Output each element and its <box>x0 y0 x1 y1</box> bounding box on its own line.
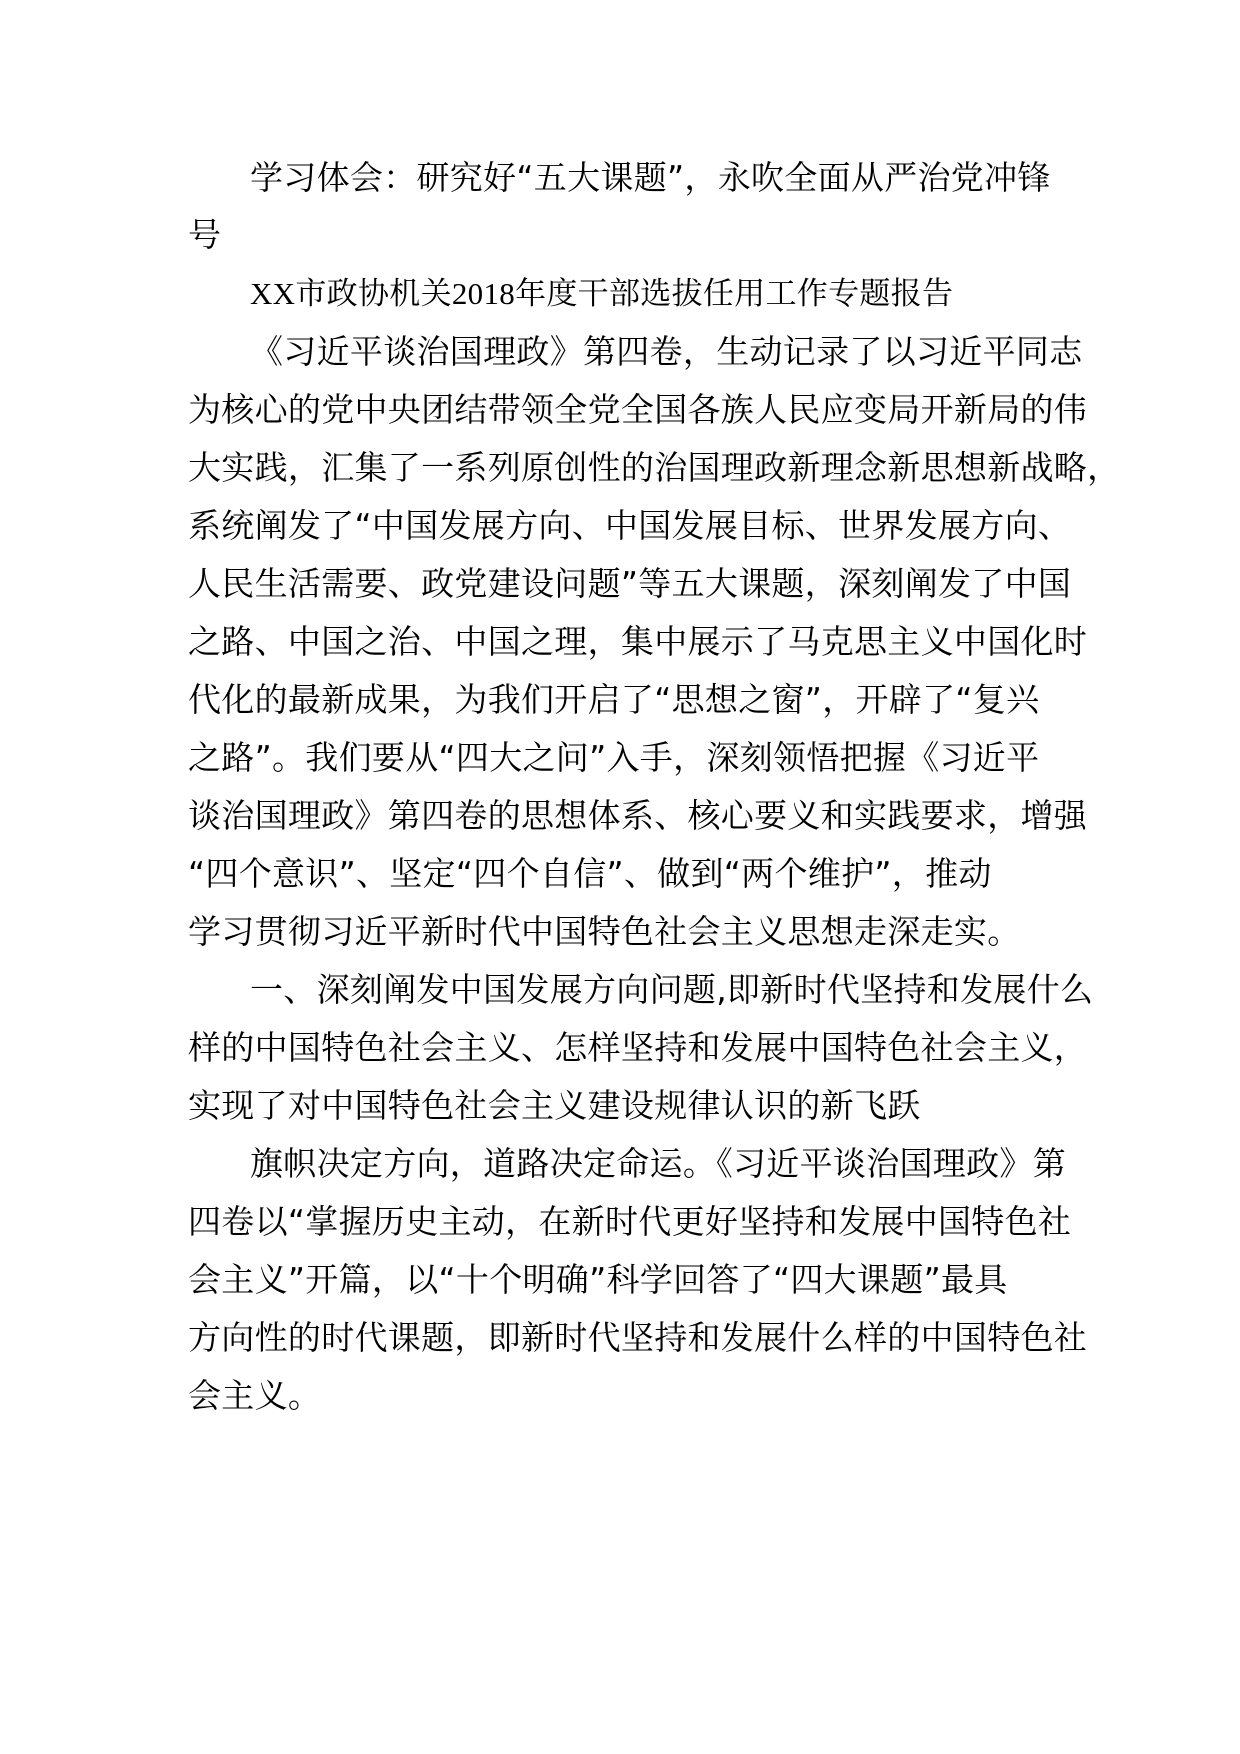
paragraph-2-line: 四卷以“掌握历史主动，在新时代更好坚持和发展中国特色社 <box>188 1202 1072 1241</box>
paragraph-2-line: 会主义”开篇，以“十个明确”科学回答了“四大课题”最具 <box>188 1260 1008 1299</box>
document-page <box>188 0 1121 1754</box>
paragraph-1-line: 谈治国理政》第四卷的思想体系、核心要义和实践要求，增强 <box>188 796 1088 835</box>
paragraph-1-line: 系统阐发了“中国发展方向、中国发展目标、世界发展方向、 <box>188 506 1072 545</box>
paragraph-1-line: 大实践，汇集了一系列原创性的治国理政新理念新思想新战略， <box>188 448 1121 487</box>
paragraph-1-line: 之路、中国之治、中国之理，集中展示了马克思主义中国化时 <box>188 622 1088 661</box>
subtitle: XX市政协机关2018年度干部选拔任用工作专题报告 <box>250 276 954 311</box>
section-heading-line: 一、深刻阐发中国发展方向问题,即新时代坚持和发展什么 <box>250 970 1094 1009</box>
paragraph-2-line: 会主义。 <box>188 1376 322 1415</box>
paragraph-1-line: 为核心的党中央团结带领全党全国各族人民应变局开新局的伟 <box>188 390 1088 429</box>
paragraph-1-line: 代化的最新成果，为我们开启了“思想之窗”，开辟了“复兴 <box>188 680 1040 719</box>
paragraph-2-line: 方向性的时代课题，即新时代坚持和发展什么样的中国特色社 <box>188 1318 1088 1357</box>
section-heading-line: 实现了对中国特色社会主义建设规律认识的新飞跃 <box>188 1086 921 1125</box>
title-line-2: 号 <box>188 215 222 254</box>
paragraph-1-line: 学习贯彻习近平新时代中国特色社会主义思想走深走实。 <box>188 912 1021 951</box>
paragraph-1-line: 之路”。我们要从“四大之问”入手，深刻领悟把握《习近平 <box>188 738 1040 777</box>
paragraph-1-line: 人民生活需要、政党建设问题”等五大课题，深刻阐发了中国 <box>188 564 1072 603</box>
paragraph-1-line: 《习近平谈治国理政》第四卷，生动记录了以习近平同志 <box>250 332 1083 371</box>
paragraph-2-line: 旗帜决定方向，道路决定命运。《习近平谈治国理政》第 <box>250 1144 1066 1183</box>
title-line-1: 学习体会：研究好“五大课题”，永吹全面从严治党冲锋 <box>250 158 1051 197</box>
section-heading-line: 样的中国特色社会主义、怎样坚持和发展中国特色社会主义， <box>188 1028 1088 1067</box>
paragraph-1-line: “四个意识”、坚定“四个自信”、做到“两个维护”，推动 <box>188 854 992 893</box>
